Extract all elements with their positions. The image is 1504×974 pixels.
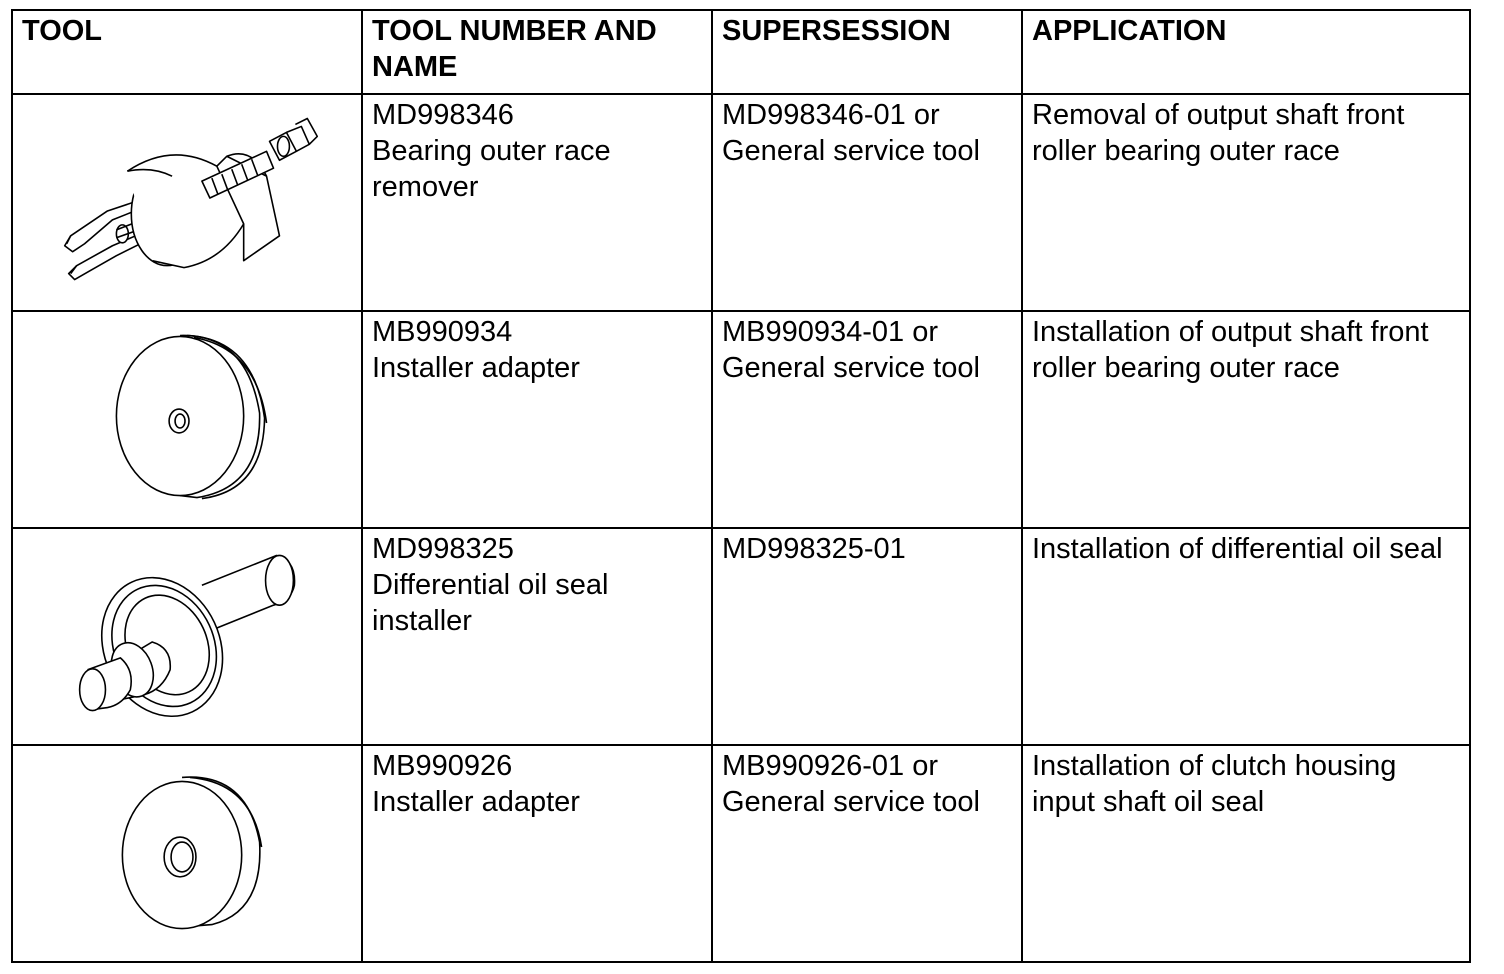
tool-image-cell bbox=[12, 94, 362, 311]
supersession-line: General service tool bbox=[722, 786, 980, 818]
supersession-cell bbox=[712, 311, 1022, 528]
tool-name-line: Installer adapter bbox=[372, 352, 580, 384]
header-tool-number-and-name bbox=[362, 10, 712, 94]
tool-name-line: Installer adapter bbox=[372, 786, 580, 818]
header-application: APPLICATION bbox=[1022, 10, 1470, 94]
supersession-cell bbox=[712, 528, 1022, 745]
supersession-cell bbox=[712, 94, 1022, 311]
application-line: Installation of differential oil seal bbox=[1032, 533, 1443, 565]
application-cell bbox=[1022, 528, 1470, 745]
tool-name-line: installer bbox=[372, 605, 472, 637]
header-number-line1: TOOL NUMBER AND bbox=[372, 15, 657, 47]
tool-image-cell bbox=[12, 311, 362, 528]
application-line: Installation of output shaft front bbox=[1032, 316, 1429, 348]
header-number-line2: NAME bbox=[372, 51, 458, 83]
supersession-line: MB990934-01 or bbox=[722, 316, 939, 348]
application-cell bbox=[1022, 745, 1470, 962]
application-line: Installation of clutch housing bbox=[1032, 750, 1397, 782]
table-row bbox=[12, 528, 1470, 745]
tool-number-and-name-cell bbox=[362, 745, 712, 962]
tool-name-line: Differential oil seal bbox=[372, 569, 609, 601]
tool-number-and-name-cell bbox=[362, 311, 712, 528]
installer-adapter-icon bbox=[13, 746, 361, 961]
header-row bbox=[12, 10, 1470, 94]
header-supersession: SUPERSESSION bbox=[712, 10, 1022, 94]
special-tools-table bbox=[11, 9, 1471, 963]
header-tool: TOOL bbox=[12, 10, 362, 94]
tool-image-cell bbox=[12, 528, 362, 745]
table-row bbox=[12, 745, 1470, 962]
tool-number: MB990926 bbox=[372, 750, 513, 782]
tool-number: MD998325 bbox=[372, 533, 514, 565]
application-line: input shaft oil seal bbox=[1032, 786, 1265, 818]
application-line: roller bearing outer race bbox=[1032, 352, 1340, 384]
tool-name-line: Bearing outer race bbox=[372, 135, 611, 167]
supersession-line: MD998346-01 or bbox=[722, 99, 940, 131]
bearing-outer-race-remover-icon bbox=[13, 95, 361, 310]
application-line: roller bearing outer race bbox=[1032, 135, 1340, 167]
supersession-line: MB990926-01 or bbox=[722, 750, 939, 782]
installer-adapter-icon bbox=[13, 312, 361, 527]
application-cell bbox=[1022, 94, 1470, 311]
supersession-cell bbox=[712, 745, 1022, 962]
tool-number-and-name-cell bbox=[362, 528, 712, 745]
tool-number: MD998346 bbox=[372, 99, 514, 131]
application-cell bbox=[1022, 311, 1470, 528]
tool-name-line: remover bbox=[372, 171, 479, 203]
application-line: Removal of output shaft front bbox=[1032, 99, 1405, 131]
supersession-line: General service tool bbox=[722, 352, 980, 384]
supersession-line: General service tool bbox=[722, 135, 980, 167]
differential-oil-seal-installer-icon bbox=[13, 529, 361, 744]
tool-image-cell bbox=[12, 745, 362, 962]
tool-number-and-name-cell bbox=[362, 94, 712, 311]
table-row bbox=[12, 311, 1470, 528]
table-row bbox=[12, 94, 1470, 311]
tool-number: MB990934 bbox=[372, 316, 513, 348]
supersession-line: MD998325-01 bbox=[722, 533, 906, 565]
